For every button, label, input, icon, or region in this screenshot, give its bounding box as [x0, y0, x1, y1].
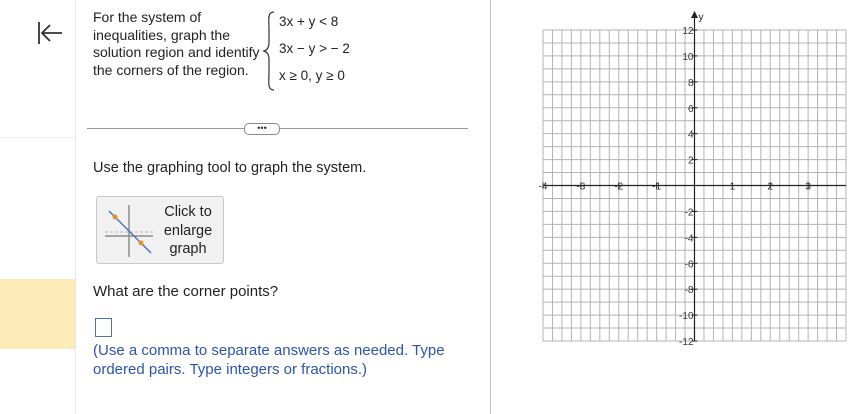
- y-tick-label: -10: [679, 311, 694, 323]
- collapse-panel-button[interactable]: [36, 18, 66, 48]
- graph-thumbnail-icon: [103, 203, 155, 259]
- y-tick-label: 2: [687, 155, 694, 167]
- y-tick-label: 6: [687, 103, 694, 115]
- y-tick-label: -4: [684, 233, 694, 245]
- y-tick-label: -12: [679, 337, 694, 346]
- y-tick-label: 10: [682, 51, 694, 63]
- graph-area[interactable]: [530, 10, 848, 351]
- y-tick-label: 12: [682, 26, 694, 37]
- enlarge-graph-button[interactable]: [96, 196, 224, 264]
- inequality-1: 3x + y < 8: [279, 14, 339, 29]
- x-tick-label: 1: [729, 181, 736, 193]
- corner-points-question: What are the corner points?: [93, 283, 279, 300]
- rail-divider: [0, 137, 75, 138]
- y-tick-label: -6: [684, 259, 694, 271]
- x-tick-label: -2: [614, 181, 624, 193]
- answer-input[interactable]: [95, 318, 112, 337]
- y-tick-label: -2: [684, 207, 694, 219]
- inequality-2: 3x − y > − 2: [279, 41, 350, 56]
- pane-divider: [490, 0, 491, 414]
- y-tick-label: 4: [687, 129, 694, 141]
- instruction-text: Use the graphing tool to graph the system.: [93, 160, 367, 176]
- x-tick-label: -4: [538, 181, 548, 193]
- question-prompt: For the system of inequalities, graph the solution region and identify the corners of the region.: [93, 9, 260, 78]
- x-tick-label: -1: [652, 181, 662, 193]
- left-brace-icon: [262, 10, 276, 92]
- inequality-system: [262, 10, 372, 92]
- coordinate-grid[interactable]: [530, 10, 848, 346]
- y-tick-label: -8: [684, 285, 694, 297]
- x-tick-label: 2: [767, 181, 774, 193]
- left-rail: [0, 0, 76, 414]
- y-tick-label: 8: [687, 77, 694, 89]
- answer-hint: (Use a comma to separate answers as needed. Type ordered pairs. Type integers or fractions.): [93, 342, 445, 378]
- y-axis-label: y: [698, 12, 704, 23]
- x-tick-label: 3: [805, 181, 811, 193]
- y-axis-arrow-icon: [691, 11, 698, 18]
- expand-more-button[interactable]: •••: [244, 123, 280, 135]
- rail-highlight: [0, 279, 75, 349]
- collapse-left-icon: [36, 18, 66, 48]
- enlarge-graph-label: Click to enlarge graph: [163, 204, 213, 257]
- x-tick-label: -3: [576, 181, 586, 193]
- inequality-3: x ≥ 0, y ≥ 0: [279, 68, 345, 83]
